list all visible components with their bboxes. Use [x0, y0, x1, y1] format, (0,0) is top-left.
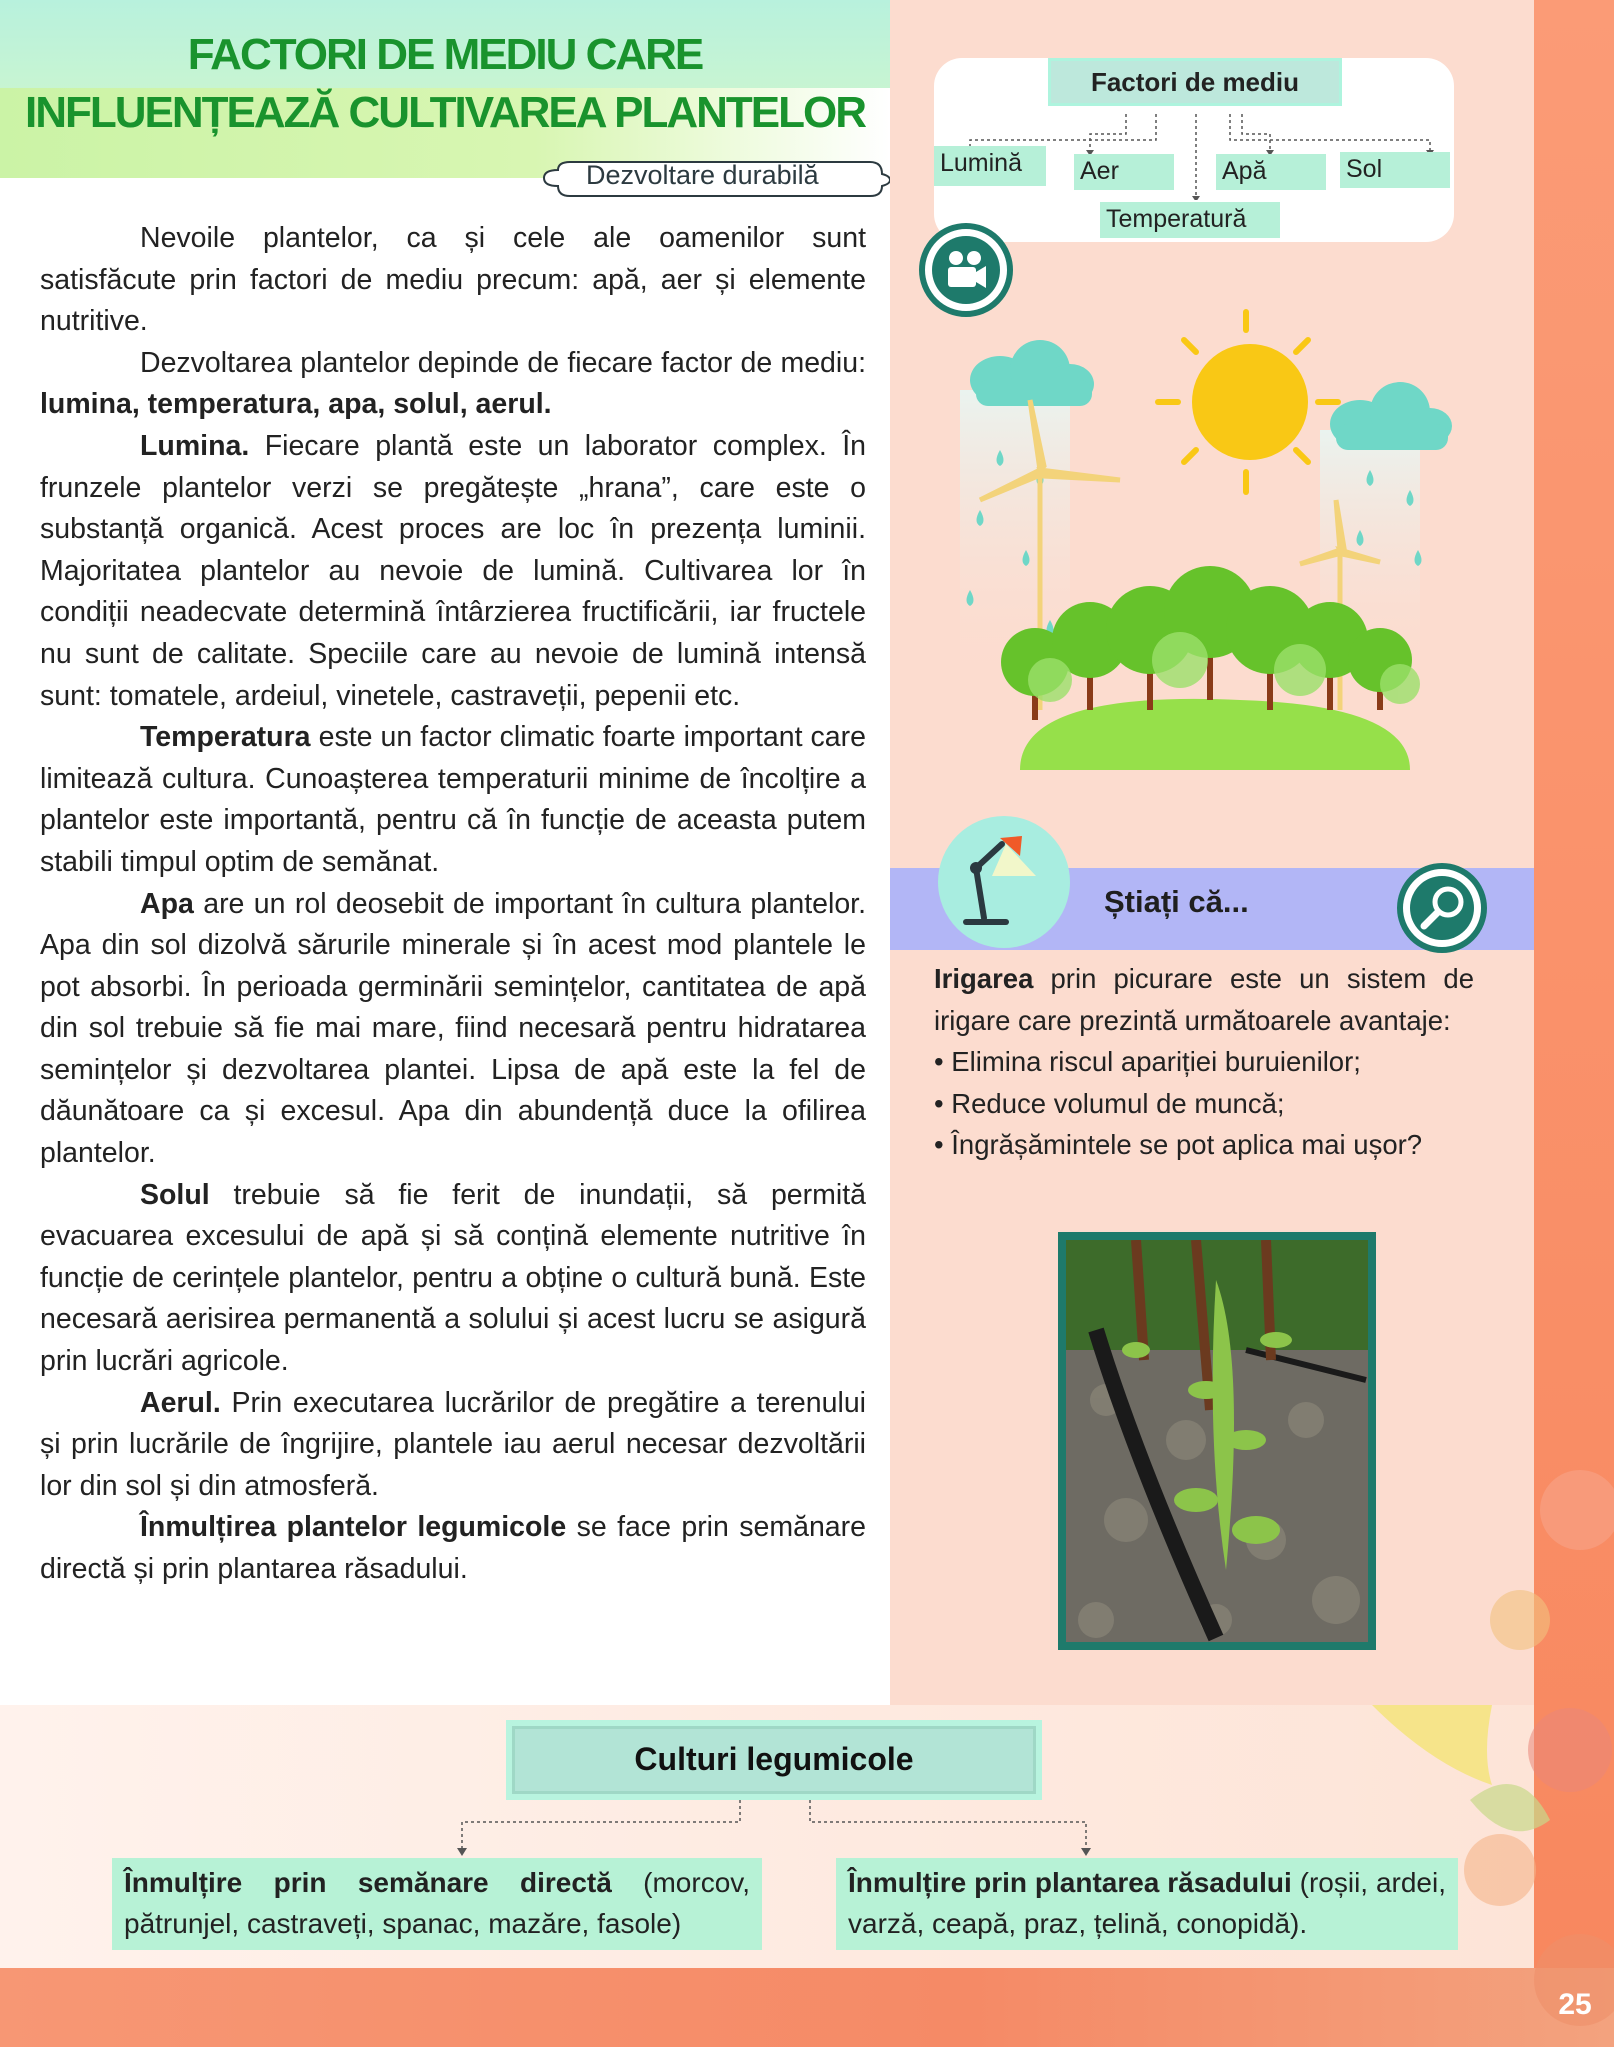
factors-diagram-title: Factori de mediu: [1048, 58, 1342, 106]
paragraph-soil: Solul trebuie să fie ferit de inundații, să permită evacuarea excesului de apă și să conțină elemente nutritive în funcție de cerințele plantelor, pentru a obține o cultură bună. Este necesară aerisirea permanentă a solului și acest lucru se asigură prin lucrări agricole.: [40, 1178, 866, 1378]
paragraph-water: Apa are un rol deosebit de important în cultura plantelor. Apa din sol dizolvă sărurile minerale și în acest mod plantele le pot absorbi. În perioada germinării semințelor, cantitatea de apă din sol trebuie să fie mai mare, fiind necesară pentru hidratarea semințelor și dezvoltarea plantei. Lipsa de apă este la fel de dăunătoare ca și excesul. Apa din abundență duce la ofilirea plantelor.: [40, 887, 866, 1170]
factor-water: Apă: [1216, 154, 1326, 190]
factor-light: Lumină: [934, 146, 1046, 186]
paragraph-temperature: Temperatura este un factor climatic foarte important care limitează cultura. Cunoașterea temperaturii minime de încolțire a plantelor este importantă, pentru că în funcție de aceasta putem stabili timpul optim de semănat.: [40, 721, 866, 878]
bottom-strip: [0, 1968, 1614, 2047]
topic-tag-label: Dezvoltare durabilă: [586, 160, 819, 190]
factor-soil: Sol: [1340, 152, 1450, 188]
desk-lamp-icon: [936, 814, 1072, 950]
title-banner: [0, 0, 890, 178]
did-you-know-text: [934, 958, 1474, 1166]
cultures-diagram-title: Culturi legumicole: [506, 1720, 1042, 1800]
topic-tag: [540, 156, 890, 200]
page-number: 25: [1558, 1988, 1592, 2021]
list-item: • Îngrășămintele se pot aplica mai ușor?: [934, 1124, 1474, 1166]
irrigation-intro: Irigarea prin picurare este un sistem de irigare care prezintă următoarele avantaje:: [934, 963, 1474, 1036]
direct-sowing-box: Înmulțire prin semănare directă (morcov, pătrunjel, castraveți, spanac, mazăre, fasole): [112, 1858, 762, 1950]
page-curl-decoration: [1372, 1705, 1492, 1785]
paragraph-intro: Nevoile plantelor, ca și cele ale oamenilor sunt satisfăcute prin factori de mediu precum: apă, aer și elemente nutritive.: [40, 222, 866, 338]
paragraph-factors: Dezvoltarea plantelor depinde de fiecare factor de mediu: lumina, temperatura, apa, solul, aerul.: [40, 346, 866, 421]
did-you-know-title: Știați că...: [1104, 884, 1249, 919]
paragraph-light: Lumina. Fiecare plantă este un laborator complex. În frunzele plantelor verzi se pregătește „hrana”, care este o substanță organică. Acest proces are loc în prezența luminii. Majoritatea plantelor au nevoie de lumină. Cultivarea lor în condiții neadecvate determină întârzierea fructificării, iar fructele nu sunt de calitate. Speciile care au nevoie de lumină intensă sunt: tomatele, ardeiul, vinetele, castraveții, pepenii etc.: [40, 429, 866, 712]
paragraph-air: Aerul. Prin executarea lucrărilor de pregătire a terenului și prin lucrările de îngrijire, plantele iau aerul necesar dezvoltării lor din sol și din atmosferă.: [40, 1386, 866, 1502]
page-title-line-2: INFLUENȚEAZĂ CULTIVAREA PLANTELOR: [24, 88, 866, 137]
factor-air: Aer: [1074, 154, 1174, 190]
list-item: • Elimina riscul apariției buruienilor;: [934, 1041, 1474, 1083]
list-item: • Reduce volumul de muncă;: [934, 1083, 1474, 1125]
seedling-planting-box: Înmulțire prin plantarea răsadului (roșii, ardei, varză, ceapă, praz, țelină, conopidă).: [836, 1858, 1458, 1950]
environment-illustration: [940, 300, 1460, 770]
paragraph-propagation: Înmulțirea plantelor legumicole se face prin semănare directă și prin plantarea răsadului.: [40, 1511, 866, 1585]
drip-irrigation-photo: [1058, 1232, 1376, 1650]
main-article: [40, 218, 866, 1591]
irrigation-advantages: [934, 1041, 1474, 1166]
cultures-diagram-connectors: [440, 1796, 1100, 1862]
factor-temperature: Temperatură: [1100, 202, 1280, 238]
magnifier-icon[interactable]: [1396, 862, 1488, 954]
page-title-line-1: FACTORI DE MEDIU CARE: [187, 30, 703, 79]
